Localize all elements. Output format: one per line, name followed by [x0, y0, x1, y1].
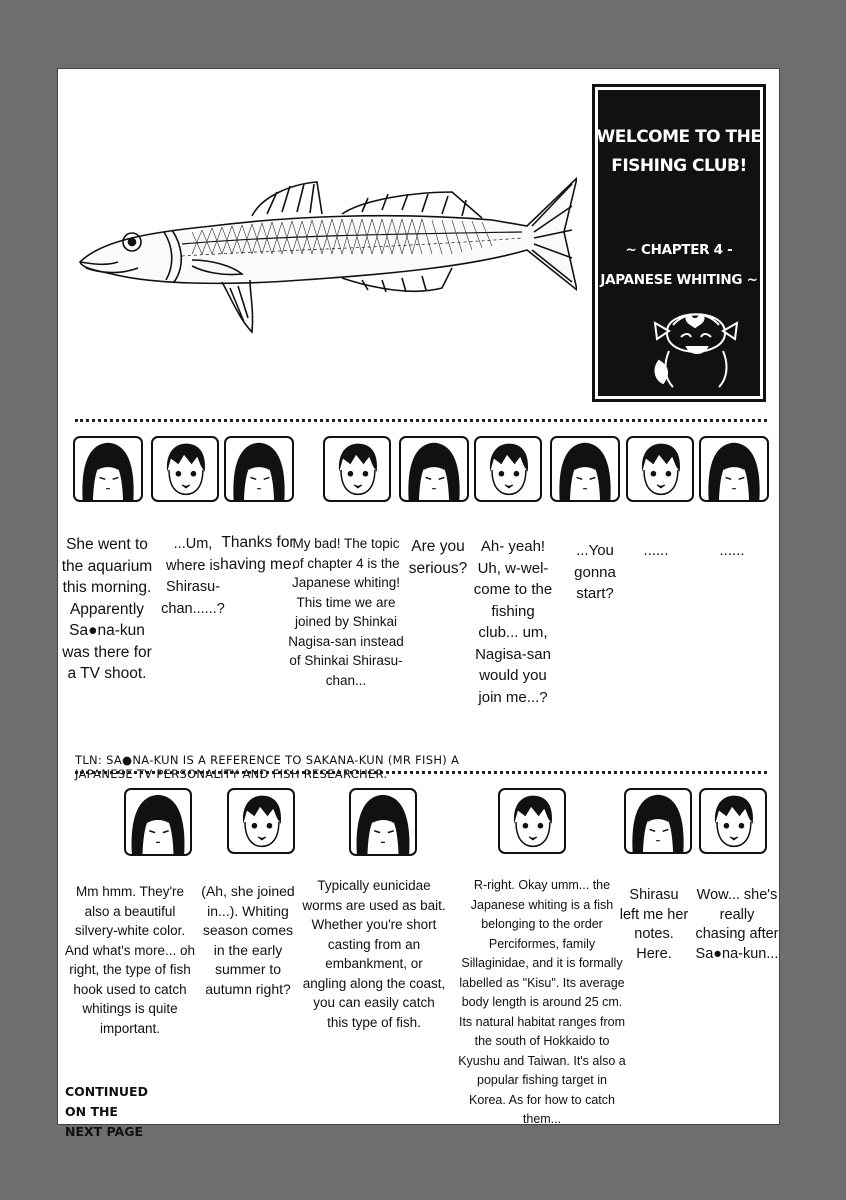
- dialogue-text: Are you serious?: [408, 538, 468, 577]
- dialogue-text: Shirasu left me her notes. Here.: [619, 887, 689, 962]
- nagisa-face-icon: [73, 436, 143, 502]
- boy-face-icon: [626, 436, 694, 502]
- dialogue-text: My bad! The topic of chapter 4 is the Japanese whiting! This time we are joined by Shinkai Nagisa-san instead of Shinkai Shirasu-chan...: [288, 536, 404, 688]
- dialogue-text: (Ah, she joined in...). Whiting season comes in the early summer to autumn right?: [201, 883, 295, 997]
- boy-face-icon: [699, 788, 767, 854]
- chapter-subtitle: [595, 235, 763, 295]
- nagisa-face-icon: [624, 788, 692, 854]
- nagisa-face-icon: [550, 436, 620, 502]
- dialogue-text: She went to the aquarium this morning. Apparently Sa●na-kun was there for a TV shoot.: [61, 536, 153, 682]
- translator-note: TLN: SA●NA-KUN IS A REFERENCE TO SAKANA-KUN (MR FISH) A JAPANESE TV PERSONALITY AND FISH RESEARCHER.: [75, 753, 460, 781]
- dotted-divider: [75, 771, 767, 774]
- dialogue-text: Mm hmm. They're also a beautiful silvery-white color. And what's more... oh right, the type of fish hook used to catch whitings is quite important.: [64, 884, 196, 1036]
- mascot-girl-illustration: [645, 299, 745, 389]
- nagisa-face-icon: [699, 436, 769, 502]
- boy-face-icon: [227, 788, 295, 854]
- dialogue-text: ......: [719, 542, 745, 559]
- dialogue-text: ......: [643, 542, 669, 559]
- nagisa-face-icon: [399, 436, 469, 502]
- dialogue-text: Ah- yeah! Uh, w-wel-come to the fishing club... um, Nagisa-san would you join me...?: [473, 538, 553, 706]
- dialogue-text: Typically eunicidae worms are used as bait. Whether you're short casting from an embankment, or angling along the coast, you can easily catch this type of fish.: [302, 878, 446, 1030]
- chapter-topic: JAPANESE WHITING ~: [600, 272, 758, 288]
- dialogue-text: Thanks for having me.: [220, 534, 296, 573]
- boy-face-icon: [151, 436, 219, 502]
- dialogue-text: ...Um, where is Shirasu-chan......?: [161, 536, 225, 617]
- japanese-whiting-fish-illustration: [72, 170, 577, 340]
- nagisa-face-icon: [224, 436, 294, 502]
- dotted-divider: [75, 419, 767, 422]
- boy-face-icon: [474, 436, 542, 502]
- chapter-number: ~ CHAPTER 4 -: [625, 242, 733, 258]
- continued-note: CONTINUED ON THE NEXT PAGE: [65, 1084, 148, 1139]
- chapter-title-box: [592, 84, 766, 402]
- nagisa-face-icon: [124, 788, 192, 856]
- series-title: WELCOME TO THE FISHING CLUB!: [596, 127, 762, 176]
- nagisa-face-icon: [349, 788, 417, 856]
- dialogue-text: ...You gonna start?: [574, 542, 616, 602]
- boy-face-icon: [323, 436, 391, 502]
- dialogue-text: R-right. Okay umm... the Japanese whiting is a fish belonging to the order Perciformes, family Sillaginidae, and it is formally labelled as "Kisu". Its average body length is around 25 cm. Its natural habitat ranges from the south of Hokkaido to Kyushu and Taiwan. It's also a popular fishing target in Korea. As for how to catch them...: [458, 878, 626, 1126]
- boy-face-icon: [498, 788, 566, 854]
- dialogue-text: Wow... she's really chasing after Sa●na-kun...: [695, 887, 779, 962]
